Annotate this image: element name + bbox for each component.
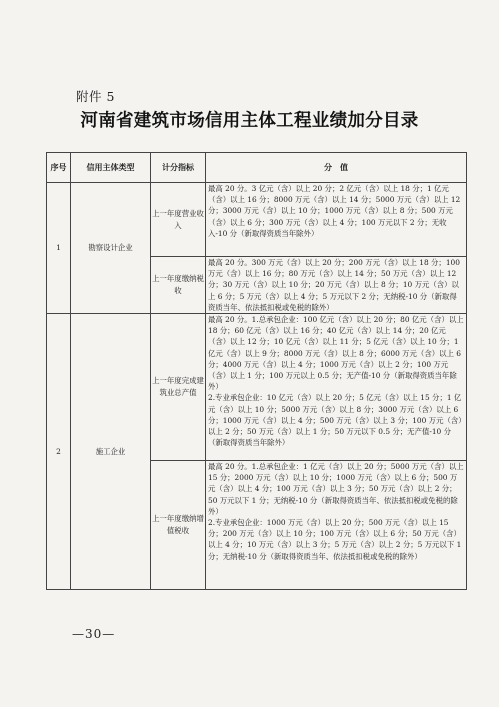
row-score: 最高 20 分。1.总承包企业：100 亿元（含）以上 20 分；80 亿元（含）以上 18 分；60 亿元（含）以上 16 分；40 亿元（含）以上 14 分；20 亿元（含）以上 12 分；10 亿元（含）以上 11 分；5 亿元（含）以上 10 分；1 亿元（含）以上 9 分；8000 万元（含）以上 8 分；6000 万元（含）以上 6 分；4000 万元（含）以上 4 分；1000 万元（含）以上 2 分；100 万元（含）以上 1 分；100 万元以上 0.5 分；无产值-10 分（新取得资质当年除外） 2.专业承包企业：10 亿元（含）以上 20 分；5 亿元（含）以上 15 分；1 亿元（含）以上 10 分；5000 万元（含）以上 8 分；3000 万元（含）以上 6 分；1000 万元（含）以上 4 分；500 万元（含）以上 3 分；100 万元（含）以上 2 分；50 万元（含）以上 1 分；50 万元以下 0.5 分；无产值-10 分（新取得资质当年除外）	[206, 314, 467, 461]
row-score: 最高 20 分。3 亿元（含）以上 20 分；2 亿元（含）以上 18 分；1 亿元（含）以上 16 分；8000 万元（含）以上 14 分；5000 万元（含）以上 12 分；3000 万元（含）以上 10 分；1000 万元（含）以上 8 分；500 万元（含）以上 6 分；300 万元（含）以上 4 分；100 万元以下 2 分；无收入-10 分（新取得资质当年除外）	[206, 183, 467, 257]
row-entity-type: 勘察设计企业	[71, 183, 151, 314]
table-header-row	[47, 153, 467, 183]
header-seq: 序号	[47, 153, 71, 183]
table-row	[47, 314, 467, 461]
row-entity-type: 施工企业	[71, 314, 151, 590]
row-indicator: 上一年度完成建筑业总产值	[151, 314, 206, 461]
row-indicator: 上一年度营业收入	[151, 183, 206, 257]
row-seq: 1	[47, 183, 71, 314]
row-indicator: 上一年度缴纳税收	[151, 257, 206, 314]
row-score: 最高 20 分。1.总承包企业：1 亿元（含）以上 20 分；5000 万元（含）以上 15 分；2000 万元（含）以上 10 分；1000 万元（含）以上 6 分；500 万元（含）以上 4 分；100 万元（含）以上 3 分；50 万元（含）以上 2 分；50 万元以下 1 分；无纳税-10 分（新取得资质当年、依法抵扣税或免税的除外） 2.专业承包企业：1000 万元（含）以上 20 分；500 万元（含）以上 15 分；200 万元（含）以上 10 分；100 万元（含）以上 6 分；50 万元（含）以上 4 分；10 万元（含）以上 3 分；5 万元（含）以上 2 分；5 万元以下 1 分；无纳税-10 分（新取得资质当年、依法抵扣税或免税的除外）	[206, 461, 467, 590]
page-number: —30—	[72, 627, 116, 641]
row-score: 最高 20 分。300 万元（含）以上 20 分；200 万元（含）以上 18 分；100 万元（含）以上 16 分；80 万元（含）以上 14 分；50 万元（含）以上 12 分；30 万元（含）以上 10 分；20 万元（含）以上 8 分；10 万元（含）以上 6 分；5 万元（含）以上 4 分；5 万元以下 2 分；无纳税-10 分（新取得资质当年、依法抵扣税或免税的除外）	[206, 257, 467, 314]
annex-label: 附件 5	[76, 89, 115, 104]
score-table	[46, 152, 467, 590]
header-indicator: 计分指标	[151, 153, 206, 183]
row-indicator: 上一年度缴纳增值税收	[151, 461, 206, 590]
row-seq: 2	[47, 314, 71, 590]
header-score: 分 值	[206, 153, 467, 183]
header-type: 信用主体类型	[71, 153, 151, 183]
document-title: 河南省建筑市场信用主体工程业绩加分目录	[80, 111, 419, 131]
table-row	[47, 183, 467, 257]
